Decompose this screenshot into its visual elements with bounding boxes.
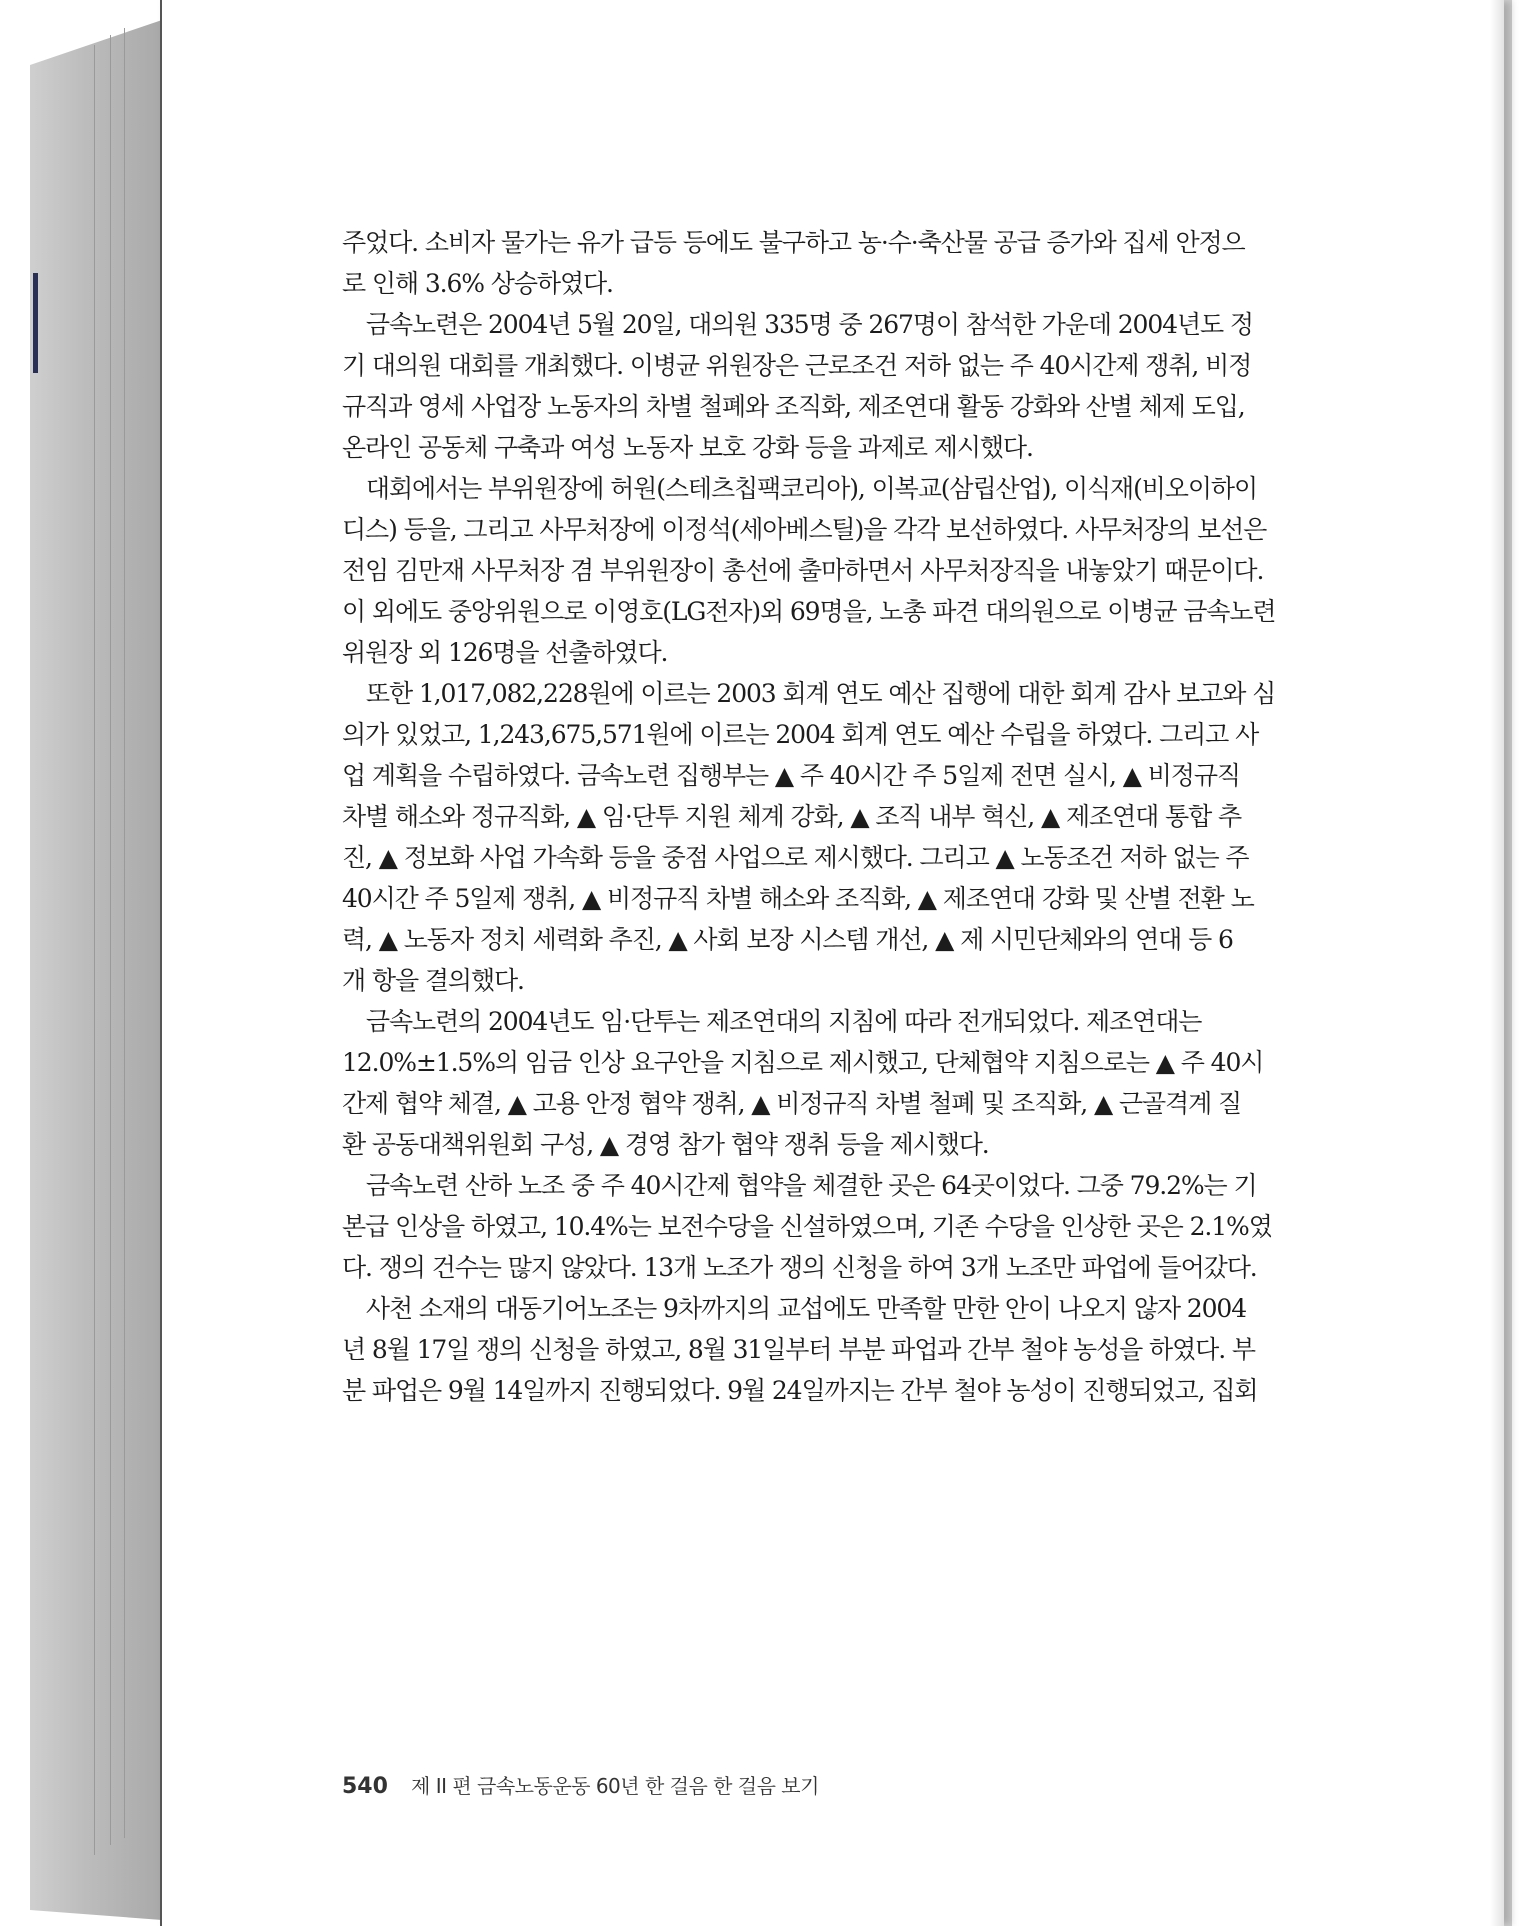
text-line: 전임 김만재 사무처장 겸 부위원장이 총선에 출마하면서 사무처장직을 내놓았기 때문이다. [342,556,1264,585]
text-line: 년 8월 17일 쟁의 신청을 하였고, 8월 31일부터 부분 파업과 간부 철야 농성을 하였다. 부 [342,1335,1255,1364]
text-line: 주었다. 소비자 물가는 유가 급등 등에도 불구하고 농·수·축산물 공급 증가와 집세 안정으 [342,228,1245,257]
text-line: 기 대의원 대회를 개최했다. 이병균 위원장은 근로조건 저하 없는 주 40시간제 쟁취, 비정 [342,351,1252,380]
text-line: 환 공동대책위원회 구성, ▲ 경영 참가 협약 쟁취 등을 제시했다. [342,1130,989,1159]
page-number: 540 [342,1774,388,1799]
paragraph [342,468,1342,673]
text-line: 대회에서는 부위원장에 허원(스테츠칩팩코리아), 이복교(삼립산업), 이식재(비오이하이 [342,474,1258,503]
text-line: 력, ▲ 노동자 정치 세력화 추진, ▲ 사회 보장 시스템 개선, ▲ 제 시민단체와의 연대 등 6 [342,925,1233,954]
text-line: 의가 있었고, 1,243,675,571원에 이르는 2004 회계 연도 예산 수립을 하였다. 그리고 사 [342,720,1259,749]
text-line: 사천 소재의 대동기어노조는 9차까지의 교섭에도 만족할 만한 안이 나오지 않자 2004 [342,1294,1246,1323]
text-line: 진, ▲ 정보화 사업 가속화 등을 중점 사업으로 제시했다. 그리고 ▲ 노동조건 저하 없는 주 [342,843,1249,872]
book-page-edges [30,20,162,1920]
text-line: 로 인해 3.6% 상승하였다. [342,269,613,298]
footer-title: 제 II 편 금속노동운동 60년 한 걸음 한 걸음 보기 [411,1774,819,1798]
text-line: 다. 쟁의 건수는 많지 않았다. 13개 노조가 쟁의 신청을 하여 3개 노조만 파업에 들어갔다. [342,1253,1257,1282]
text-line: 금속노련은 2004년 5월 20일, 대의원 335명 중 267명이 참석한 가운데 2004년도 정 [342,310,1253,339]
page-edge-line [110,35,111,1845]
text-line: 차별 해소와 정규직화, ▲ 임·단투 지원 체계 강화, ▲ 조직 내부 혁신, ▲ 제조연대 통합 추 [342,802,1242,831]
book-page [160,0,1504,1926]
text-line: 또한 1,017,082,228원에 이르는 2003 회계 연도 예산 집행에 대한 회계 감사 보고와 심 [342,679,1276,708]
paragraph [342,222,1342,304]
text-line: 본급 인상을 하였고, 10.4%는 보전수당을 신설하였으며, 기존 수당을 인상한 곳은 2.1%였 [342,1212,1272,1241]
text-line: 온라인 공동체 구축과 여성 노동자 보호 강화 등을 과제로 제시했다. [342,433,1033,462]
text-line: 위원장 외 126명을 선출하였다. [342,638,668,667]
page-edge-line [94,45,95,1855]
page-footer [342,1770,819,1799]
bookmark-tab [33,273,38,373]
paragraph [342,304,1342,468]
text-line: 디스) 등을, 그리고 사무처장에 이정석(세아베스틸)을 각각 보선하였다. 사무처장의 보선은 [342,515,1267,544]
paragraph [342,1165,1342,1288]
text-line: 금속노련의 2004년도 임·단투는 제조연대의 지침에 따라 전개되었다. 제조연대는 [342,1007,1202,1036]
paragraph [342,1288,1342,1411]
text-line: 40시간 주 5일제 쟁취, ▲ 비정규직 차별 해소와 조직화, ▲ 제조연대 강화 및 산별 전환 노 [342,884,1254,913]
text-line: 간제 협약 체결, ▲ 고용 안정 협약 쟁취, ▲ 비정규직 차별 철폐 및 조직화, ▲ 근골격계 질 [342,1089,1242,1118]
paragraph [342,673,1342,1001]
text-line: 12.0%±1.5%의 임금 인상 요구안을 지침으로 제시했고, 단체협약 지침으로는 ▲ 주 40시 [342,1048,1264,1077]
body-text [342,222,1342,1411]
text-line: 업 계획을 수립하였다. 금속노련 집행부는 ▲ 주 40시간 주 5일제 전면 실시, ▲ 비정규직 [342,761,1240,790]
text-line: 분 파업은 9월 14일까지 진행되었다. 9월 24일까지는 간부 철야 농성이 진행되었고, 집회 [342,1376,1258,1405]
text-line: 개 항을 결의했다. [342,966,524,995]
text-line: 이 외에도 중앙위원으로 이영호(LG전자)외 69명을, 노총 파견 대의원으로 이병균 금속노련 [342,597,1276,626]
paragraph [342,1001,1342,1165]
page-edge-line [124,28,125,1838]
text-line: 금속노련 산하 노조 중 주 40시간제 협약을 체결한 곳은 64곳이었다. 그중 79.2%는 기 [342,1171,1257,1200]
text-line: 규직과 영세 사업장 노동자의 차별 철폐와 조직화, 제조연대 활동 강화와 산별 체제 도입, [342,392,1245,421]
